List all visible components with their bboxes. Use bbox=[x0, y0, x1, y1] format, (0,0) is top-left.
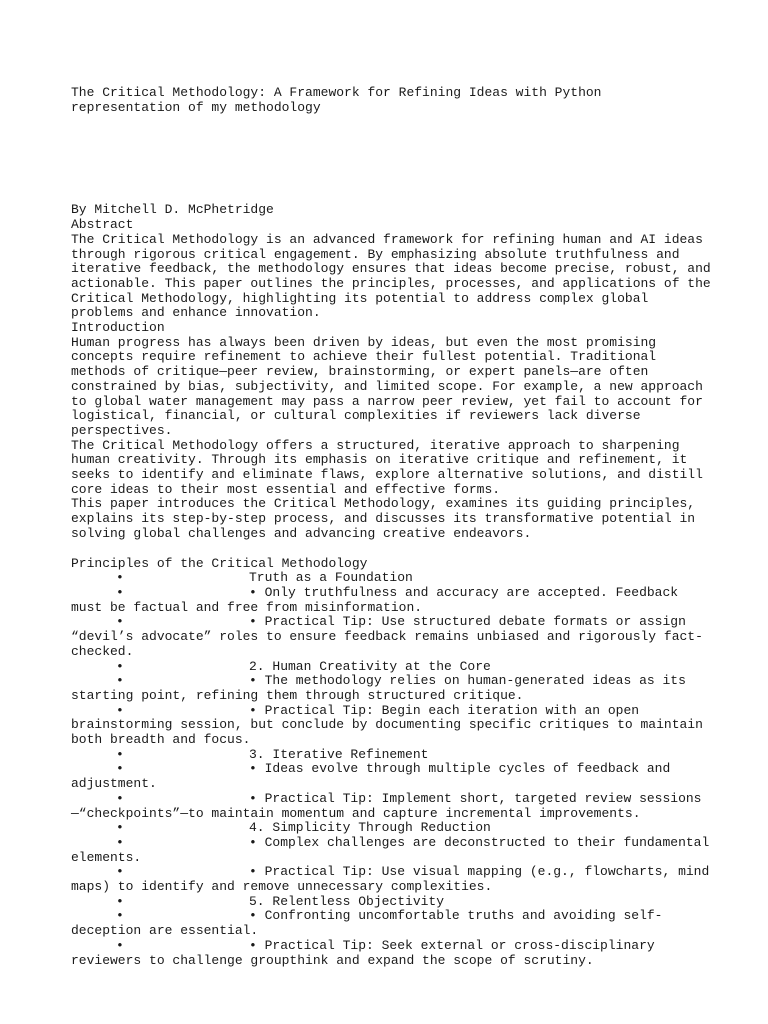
list-item bbox=[71, 571, 711, 586]
principles-list bbox=[71, 570, 718, 968]
bullet-icon: • bbox=[116, 761, 124, 777]
list-item-text: • Practical Tip: Use structured debate formats or assign “devil’s advocate” roles to ensure feedback remains unbiased and rigorously fact-checked. bbox=[71, 614, 703, 659]
intro-paragraph-2: The Critical Methodology offers a structured, iterative approach to sharpening human creativity. Through its emphasis on iterative critique and refinement, it seeks to identify and eliminate flaws, explore alternative solutions, and distill core ideas to their most essential and effective forms. bbox=[71, 437, 711, 497]
list-item bbox=[71, 792, 711, 821]
bullet-icon: • bbox=[116, 746, 124, 762]
abstract-heading: Abstract bbox=[71, 217, 134, 233]
list-item bbox=[71, 864, 718, 895]
list-item bbox=[71, 909, 711, 938]
list-item bbox=[71, 615, 711, 659]
list-item-text: Truth as a Foundation bbox=[249, 570, 413, 586]
intro-paragraph-1: Human progress has always been driven by ideas, but even the most promising concepts require refinement to achieve their fullest potential. Traditional methods of critique—peer review, brainstorming, or expert panels—are often constrained by bias, subjectivity, and limited scope. For example, a new approach to global water management may pass a narrow peer review, yet fail to account for logistical, financial, or cultural complexities if reviewers lack diverse perspectives. bbox=[71, 334, 711, 438]
bullet-icon: • bbox=[116, 702, 124, 718]
bullet-icon: • bbox=[116, 820, 124, 836]
bullet-icon: • bbox=[116, 864, 124, 880]
principles-heading: Principles of the Critical Methodology bbox=[71, 555, 368, 571]
bullet-icon: • bbox=[116, 658, 124, 674]
list-item-text: • Practical Tip: Use visual mapping (e.g., flowcharts, mind maps) to identify and remove unnecessary complexities. bbox=[71, 864, 718, 895]
section-spacer bbox=[71, 542, 711, 557]
list-item bbox=[71, 586, 711, 615]
list-item-text: 3. Iterative Refinement bbox=[249, 746, 429, 762]
intro-paragraph-3: This paper introduces the Critical Methodology, examines its guiding principles, explains its step-by-step process, and discusses its transformative potential in solving global challenges and advancing creative endeavors. bbox=[71, 496, 703, 541]
list-item-text: • The methodology relies on human-generated ideas as its starting point, refining them through structured critique. bbox=[71, 673, 694, 703]
introduction-heading: Introduction bbox=[71, 320, 165, 336]
list-item bbox=[71, 939, 711, 968]
list-item bbox=[71, 762, 711, 791]
list-item-text: • Practical Tip: Seek external or cross-disciplinary reviewers to challenge groupthink and expand the scope of scrutiny. bbox=[71, 937, 663, 968]
bullet-icon: • bbox=[116, 570, 124, 586]
author-line: By Mitchell D. McPhetridge bbox=[71, 202, 274, 218]
bullet-icon: • bbox=[116, 937, 124, 953]
bullet-icon: • bbox=[116, 673, 124, 689]
bullet-icon: • bbox=[116, 893, 124, 909]
list-item bbox=[71, 834, 718, 865]
list-item-text: • Ideas evolve through multiple cycles of feedback and adjustment. bbox=[71, 761, 679, 792]
document-page bbox=[71, 85, 719, 968]
bullet-icon: • bbox=[116, 584, 124, 600]
bullet-icon: • bbox=[116, 614, 124, 630]
list-item-text: 5. Relentless Objectivity bbox=[249, 893, 445, 909]
list-item bbox=[71, 704, 711, 748]
list-item-text: • Only truthfulness and accuracy are accepted. Feedback must be factual and free from misinformation. bbox=[71, 584, 686, 615]
bullet-icon: • bbox=[116, 790, 124, 806]
bullet-icon: • bbox=[116, 834, 124, 850]
list-item-text: • Confronting uncomfortable truths and avoiding self-deception are essential. bbox=[71, 908, 663, 939]
bullet-icon: • bbox=[116, 908, 124, 924]
list-item-text: • Practical Tip: Implement short, targeted review sessions —“checkpoints”—to maintain momentum and capture incremental improvements. bbox=[71, 790, 710, 821]
list-item-text: • Complex challenges are deconstructed to their fundamental elements. bbox=[71, 834, 718, 865]
list-item bbox=[71, 748, 711, 763]
list-item bbox=[71, 895, 711, 910]
list-item bbox=[71, 660, 711, 675]
list-item-text: 2. Human Creativity at the Core bbox=[249, 658, 491, 674]
list-item bbox=[71, 821, 711, 836]
abstract-text: The Critical Methodology is an advanced framework for refining human and AI ideas through rigorous critical engagement. By emphasizing absolute truthfulness and iterative feedback, the methodology ensures that ideas become precise, robust, and actionable. This paper outlines the principles, processes, and applications of the Critical Methodology, highlighting its potential to address complex global problems and enhance innovation. bbox=[71, 231, 719, 321]
list-item-text: 4. Simplicity Through Reduction bbox=[249, 820, 491, 836]
document-title: The Critical Methodology: A Framework for Refining Ideas with Python representation of my methodology bbox=[71, 85, 602, 115]
list-item-text: • Practical Tip: Begin each iteration with an open brainstorming session, but conclude by documenting specific critiques to maintain both breadth and focus. bbox=[71, 702, 711, 748]
list-item bbox=[71, 674, 711, 703]
